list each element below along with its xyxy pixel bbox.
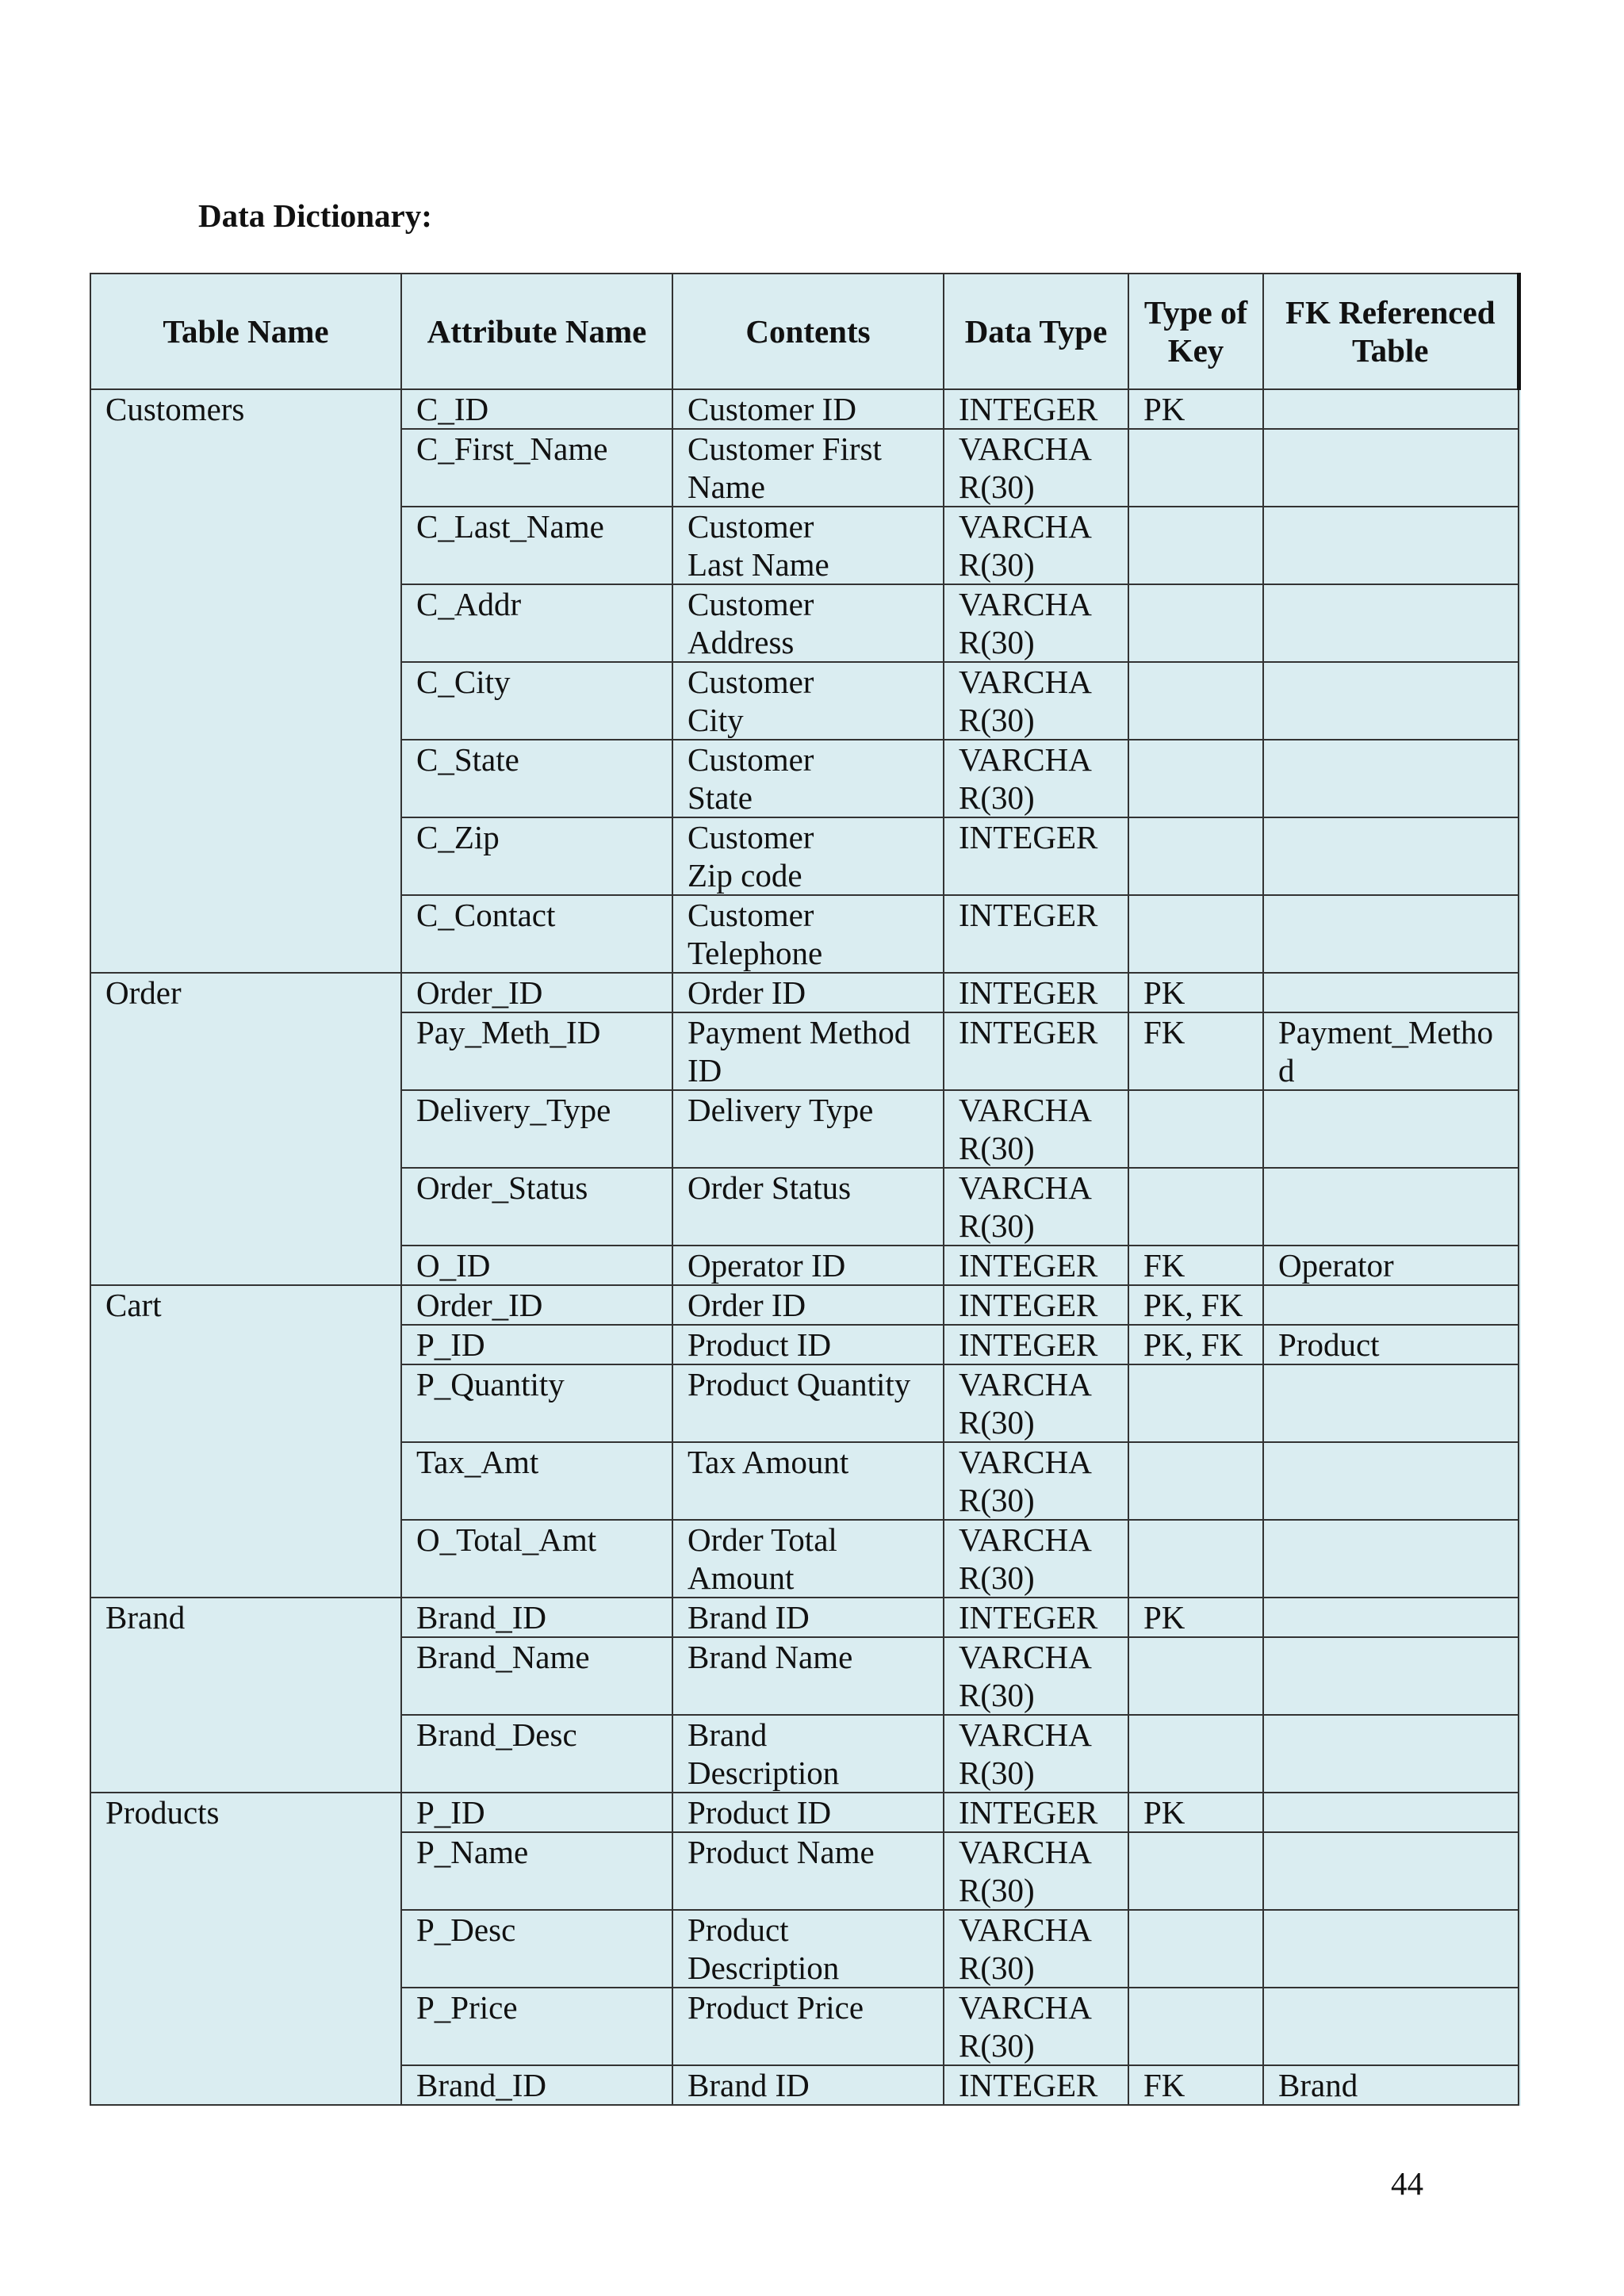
fk-referenced-cell [1263,507,1519,584]
contents-cell-line: Customer [688,586,814,622]
data-type-cell-line: R(30) [959,1482,1035,1518]
key-type-cell [1128,1168,1263,1246]
contents-cell [672,1285,944,1325]
contents-cell-line: Order Status [688,1169,852,1206]
contents-cell-line: Address [688,624,795,660]
data-type-cell [944,1832,1128,1910]
data-type-cell-line: R(30) [959,2027,1035,2064]
contents-cell-line: Operator ID [688,1247,846,1284]
contents-cell-line: Brand Name [688,1639,853,1675]
attribute-name-cell: C_Last_Name [401,507,672,584]
key-type-cell [1128,1988,1263,2065]
contents-cell-line: Customer [688,897,814,933]
fk-referenced-cell-line: Operator [1278,1247,1394,1284]
fk-referenced-cell [1263,584,1519,662]
contents-cell [672,1325,944,1364]
key-type-cell: PK [1128,389,1263,429]
data-type-cell-line: INTEGER [959,1599,1098,1636]
data-type-cell-line: R(30) [959,469,1035,505]
data-type-cell-line: INTEGER [959,897,1098,933]
data-type-cell-line: VARCHA [959,664,1092,700]
contents-cell-line: Product [688,1911,789,1948]
contents-cell [672,1520,944,1598]
contents-cell-line: ID [688,1052,722,1089]
attribute-name-cell: Tax_Amt [401,1442,672,1520]
table-name-cell: Brand [90,1598,401,1793]
data-type-cell-line: R(30) [959,1207,1035,1244]
key-type-cell [1128,817,1263,895]
data-type-cell-line: R(30) [959,1872,1035,1908]
fk-referenced-cell [1263,1598,1519,1637]
data-type-cell [944,1598,1128,1637]
contents-cell [672,817,944,895]
data-dictionary-table [90,273,1521,2106]
data-type-cell [944,662,1128,740]
key-type-cell: PK [1128,973,1263,1012]
contents-cell-line: Order Total [688,1521,837,1558]
data-type-cell-line: R(30) [959,1404,1035,1441]
contents-cell-line: Product Quantity [688,1366,911,1402]
attribute-name-cell: Brand_Name [401,1637,672,1715]
key-type-cell: PK, FK [1128,1285,1263,1325]
attribute-name-cell: Order_ID [401,1285,672,1325]
key-type-cell: FK [1128,1246,1263,1285]
table-name-cell: Products [90,1793,401,2105]
key-type-cell [1128,429,1263,507]
data-type-cell-line: VARCHA [959,1092,1092,1128]
attribute-name-cell: C_City [401,662,672,740]
key-type-cell [1128,1364,1263,1442]
data-type-cell-line: INTEGER [959,974,1098,1011]
data-type-cell-line: VARCHA [959,508,1092,545]
contents-cell-line: Customer [688,741,814,778]
fk-referenced-cell [1263,1793,1519,1832]
data-type-cell [944,1442,1128,1520]
header-row [90,274,1519,389]
key-type-cell: FK [1128,2065,1263,2105]
contents-cell-line: Customer [688,819,814,855]
contents-cell-line: Customer ID [688,391,856,427]
data-type-cell-line: INTEGER [959,1794,1098,1831]
data-type-cell-line: VARCHA [959,1911,1092,1948]
key-type-cell [1128,584,1263,662]
key-type-cell: PK [1128,1598,1263,1637]
data-type-cell-line: INTEGER [959,1247,1098,1284]
fk-referenced-cell [1263,1325,1519,1364]
fk-referenced-cell-line: Payment_Metho [1278,1014,1494,1050]
data-type-cell-line: R(30) [959,1950,1035,1986]
fk-referenced-cell [1263,1246,1519,1285]
contents-cell-line: Description [688,1950,840,1986]
attribute-name-cell: Delivery_Type [401,1090,672,1168]
contents-cell-line: Telephone [688,935,823,971]
data-type-cell-line: VARCHA [959,741,1092,778]
table-body [90,389,1519,2105]
data-type-cell [944,1325,1128,1364]
attribute-name-cell: O_Total_Amt [401,1520,672,1598]
data-type-cell-line: VARCHA [959,1834,1092,1870]
key-type-cell [1128,1910,1263,1988]
data-type-cell-line: VARCHA [959,1989,1092,2026]
fk-referenced-cell [1263,1910,1519,1988]
attribute-name-cell: P_ID [401,1325,672,1364]
fk-referenced-cell [1263,662,1519,740]
attribute-name-cell: C_Addr [401,584,672,662]
fk-referenced-cell [1263,1168,1519,1246]
contents-cell-line: Product ID [688,1794,832,1831]
contents-cell-line: Customer [688,664,814,700]
key-type-cell [1128,1442,1263,1520]
fk-referenced-cell [1263,895,1519,973]
fk-referenced-cell [1263,1364,1519,1442]
page-heading: Data Dictionary: [198,197,432,234]
data-type-cell-line: R(30) [959,702,1035,738]
data-type-cell [944,1012,1128,1090]
contents-cell-line: Customer First [688,430,882,467]
fk-referenced-cell [1263,1715,1519,1793]
key-type-cell [1128,507,1263,584]
key-type-cell: PK, FK [1128,1325,1263,1364]
data-type-cell-line: R(30) [959,779,1035,816]
header-data-type: Data Type [944,274,1128,389]
data-type-cell-line: INTEGER [959,1014,1098,1050]
key-type-cell [1128,1520,1263,1598]
attribute-name-cell: C_Zip [401,817,672,895]
data-type-cell [944,429,1128,507]
attribute-name-cell: C_First_Name [401,429,672,507]
data-type-cell-line: VARCHA [959,586,1092,622]
header-table-name: Table Name [90,274,401,389]
contents-cell [672,1168,944,1246]
contents-cell-line: Delivery Type [688,1092,874,1128]
fk-referenced-cell [1263,1520,1519,1598]
fk-referenced-cell [1263,1832,1519,1910]
data-type-cell-line: VARCHA [959,1521,1092,1558]
data-type-cell [944,1246,1128,1285]
data-type-cell [944,973,1128,1012]
contents-cell [672,1793,944,1832]
data-type-cell-line: INTEGER [959,2067,1098,2103]
contents-cell [672,1090,944,1168]
attribute-name-cell: C_State [401,740,672,817]
fk-referenced-cell [1263,1285,1519,1325]
attribute-name-cell: P_Name [401,1832,672,1910]
contents-cell-line: Product Price [688,1989,864,2026]
key-type-cell: PK [1128,1793,1263,1832]
attribute-name-cell: P_Desc [401,1910,672,1988]
attribute-name-cell: Pay_Meth_ID [401,1012,672,1090]
key-type-cell [1128,1832,1263,1910]
table-row [90,1793,1519,1832]
contents-cell [672,1012,944,1090]
data-type-cell-line: VARCHA [959,1444,1092,1480]
table-name-cell: Customers [90,389,401,973]
fk-referenced-cell [1263,1442,1519,1520]
contents-cell-line: Amount [688,1559,795,1596]
attribute-name-cell: Order_Status [401,1168,672,1246]
contents-cell [672,895,944,973]
attribute-name-cell: Brand_ID [401,2065,672,2105]
attribute-name-cell: Order_ID [401,973,672,1012]
table-row [90,1598,1519,1637]
fk-referenced-cell [1263,973,1519,1012]
fk-referenced-cell-line: d [1278,1052,1295,1089]
contents-cell [672,1246,944,1285]
data-type-cell-line: R(30) [959,1559,1035,1596]
header-fk-referenced-table: FK Referenced Table [1263,274,1519,389]
data-type-cell [944,389,1128,429]
key-type-cell: FK [1128,1012,1263,1090]
contents-cell-line: Customer [688,508,814,545]
data-type-cell-line: R(30) [959,1755,1035,1791]
data-type-cell [944,740,1128,817]
data-type-cell [944,1715,1128,1793]
data-type-cell [944,1910,1128,1988]
contents-cell [672,1364,944,1442]
key-type-cell [1128,895,1263,973]
table-row [90,389,1519,429]
contents-cell [672,1442,944,1520]
key-type-cell [1128,740,1263,817]
data-type-cell [944,1285,1128,1325]
data-type-cell-line: INTEGER [959,391,1098,427]
attribute-name-cell: P_Quantity [401,1364,672,1442]
contents-cell [672,2065,944,2105]
key-type-cell [1128,1637,1263,1715]
data-type-cell [944,1637,1128,1715]
data-type-cell [944,895,1128,973]
contents-cell-line: Name [688,469,765,505]
data-type-cell-line: R(30) [959,1130,1035,1166]
fk-referenced-cell [1263,2065,1519,2105]
attribute-name-cell: C_ID [401,389,672,429]
attribute-name-cell: C_Contact [401,895,672,973]
data-type-cell-line: INTEGER [959,1326,1098,1363]
data-type-cell [944,1090,1128,1168]
page-number: 44 [1391,2165,1423,2202]
fk-referenced-cell [1263,1090,1519,1168]
contents-cell-line: Product ID [688,1326,832,1363]
data-type-cell [944,1793,1128,1832]
data-type-cell [944,507,1128,584]
fk-referenced-cell-line: Product [1278,1326,1380,1363]
contents-cell [672,507,944,584]
contents-cell-line: Description [688,1755,840,1791]
data-type-cell [944,817,1128,895]
contents-cell-line: Order ID [688,1287,806,1323]
fk-referenced-cell [1263,429,1519,507]
contents-cell-line: Payment Method [688,1014,911,1050]
table-row [90,973,1519,1012]
contents-cell [672,1637,944,1715]
attribute-name-cell: Brand_ID [401,1598,672,1637]
contents-cell-line: Zip code [688,857,802,894]
data-type-cell [944,584,1128,662]
key-type-cell [1128,1715,1263,1793]
table-row [90,1285,1519,1325]
key-type-cell [1128,1090,1263,1168]
data-type-cell-line: VARCHA [959,1169,1092,1206]
fk-referenced-cell [1263,740,1519,817]
fk-referenced-cell [1263,817,1519,895]
attribute-name-cell: P_Price [401,1988,672,2065]
attribute-name-cell: P_ID [401,1793,672,1832]
fk-referenced-cell [1263,389,1519,429]
contents-cell-line: Brand ID [688,1599,810,1636]
data-type-cell-line: R(30) [959,624,1035,660]
contents-cell [672,1715,944,1793]
attribute-name-cell: O_ID [401,1246,672,1285]
fk-referenced-cell [1263,1988,1519,2065]
fk-referenced-cell-line: Brand [1278,2067,1358,2103]
table-name-cell: Order [90,973,401,1285]
data-type-cell-line: INTEGER [959,1287,1098,1323]
header-contents: Contents [672,274,944,389]
data-type-cell-line: VARCHA [959,1366,1092,1402]
contents-cell-line: Order ID [688,974,806,1011]
data-type-cell-line: R(30) [959,546,1035,583]
data-type-cell-line: INTEGER [959,819,1098,855]
contents-cell-line: Last Name [688,546,829,583]
contents-cell-line: Product Name [688,1834,875,1870]
data-type-cell [944,1364,1128,1442]
contents-cell [672,1832,944,1910]
fk-referenced-cell [1263,1012,1519,1090]
data-type-cell [944,2065,1128,2105]
attribute-name-cell: Brand_Desc [401,1715,672,1793]
contents-cell [672,740,944,817]
fk-referenced-cell [1263,1637,1519,1715]
contents-cell-line: Tax Amount [688,1444,849,1480]
contents-cell [672,1988,944,2065]
header-attribute-name: Attribute Name [401,274,672,389]
contents-cell-line: City [688,702,744,738]
contents-cell [672,1910,944,1988]
contents-cell [672,973,944,1012]
data-type-cell [944,1520,1128,1598]
contents-cell [672,429,944,507]
contents-cell [672,1598,944,1637]
data-type-cell-line: VARCHA [959,430,1092,467]
contents-cell-line: State [688,779,753,816]
contents-cell [672,389,944,429]
contents-cell [672,584,944,662]
key-type-cell [1128,662,1263,740]
data-type-cell [944,1168,1128,1246]
data-type-cell-line: R(30) [959,1677,1035,1713]
header-type-of-key: Type of Key [1128,274,1263,389]
contents-cell [672,662,944,740]
contents-cell-line: Brand ID [688,2067,810,2103]
contents-cell-line: Brand [688,1716,768,1753]
table-name-cell: Cart [90,1285,401,1598]
data-type-cell-line: VARCHA [959,1716,1092,1753]
data-type-cell-line: VARCHA [959,1639,1092,1675]
data-type-cell [944,1988,1128,2065]
